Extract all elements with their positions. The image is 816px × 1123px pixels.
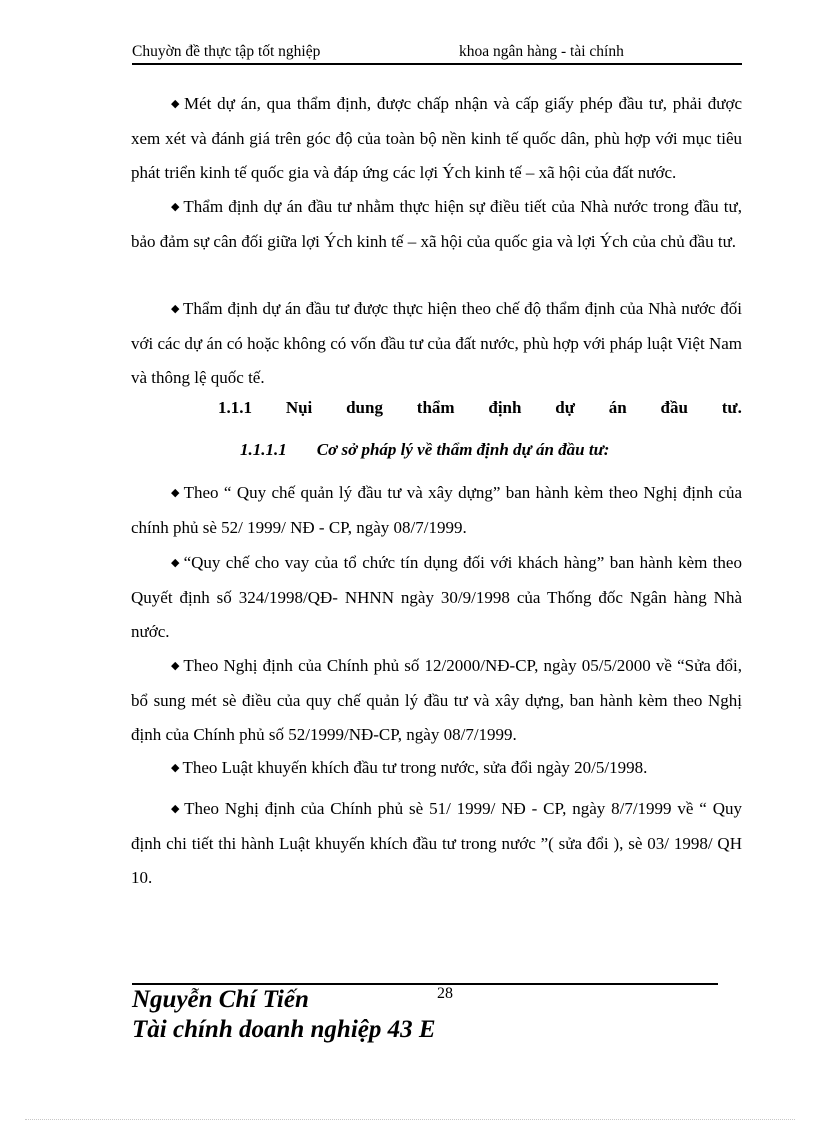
header-left-text: Chuyờn đề thực tập tốt nghiệp: [132, 43, 321, 60]
heading-word: đầu: [660, 398, 688, 417]
paragraph-text: Theo Nghị định của Chính phủ số 12/2000/NĐ-CP, ngày 05/5/2000 về “Sửa đổi, bổ sung mét sè điều của quy chế quản lý đầu tư và xây dựng, ban hành kèm theo Nghị định của Chính phủ số 52/1999/NĐ-CP, ngày 08/7/1999.: [131, 656, 742, 744]
bullet-icon: ◆: [171, 487, 181, 499]
paragraph-text: Theo Luật khuyến khích đầu tư trong nước, sửa đổi ngày 20/5/1998.: [182, 758, 648, 777]
page-header: [132, 40, 742, 64]
paragraph-text: Mét dự án, qua thẩm định, được chấp nhận và cấp giấy phép đầu tư, phải được xem xét và đánh giá trên góc độ của toàn bộ nền kinh tế quốc dân, phù hợp với mục tiêu phát triển kinh tế quốc gia và đáp ứng các lợi Ých kinh tế – xã hội của đất nước.: [131, 94, 742, 182]
page-bottom-dotted-line: [25, 1119, 795, 1120]
bullet-icon: ◆: [171, 201, 181, 213]
paragraph-1: [131, 87, 742, 191]
header-right-text: khoa ngân hàng - tài chính: [459, 43, 624, 60]
subsection-title: Cơ sở pháp lý về thẩm định dự án đầu tư:: [316, 440, 610, 459]
heading-word: dự: [555, 398, 575, 417]
paragraph-text: Thẩm định dự án đầu tư được thực hiện theo chế độ thẩm định của Nhà nước đối với các dự án có hoặc không có vốn đầu tư của đất nước, phù hợp với pháp luật Việt Nam và thông lệ quốc tế.: [131, 299, 742, 387]
paragraph-4: [131, 476, 742, 545]
heading-word: thẩm: [416, 398, 455, 417]
subsection-heading: [240, 440, 609, 460]
paragraph-text: Theo Nghị định của Chính phủ sè 51/ 1999/ NĐ - CP, ngày 8/7/1999 về “ Quy định chi tiết thi hành Luật khuyến khích đầu tư trong nước ”( sửa đổi ), sè 03/ 1998/ QH 10.: [131, 799, 742, 887]
paragraph-8: [131, 792, 742, 896]
paragraph-text: Theo “ Quy chế quản lý đầu tư và xây dựng” ban hành kèm theo Nghị định của chính phủ sè 52/ 1999/ NĐ - CP, ngày 08/7/1999.: [131, 483, 742, 537]
author-class: Tài chính doanh nghiệp 43 E: [132, 1016, 436, 1043]
author-name: Nguyễn Chí Tiến: [132, 986, 309, 1013]
paragraph-2: [131, 190, 742, 259]
bullet-icon: ◆: [171, 557, 181, 569]
paragraph-5: [131, 546, 742, 650]
section-heading: [218, 398, 742, 418]
bullet-icon: ◆: [171, 660, 181, 672]
page-number: 28: [437, 985, 453, 1002]
paragraph-text: Thẩm định dự án đầu tư nhằm thực hiện sự điều tiết của Nhà nước trong đầu tư, bảo đảm sự cân đối giữa lợi Ých kinh tế – xã hội của quốc gia và lợi Ých của chủ đầu tư.: [131, 197, 742, 251]
header-rule: [132, 63, 742, 65]
paragraph-3: [131, 292, 742, 396]
heading-word: Nụi: [285, 398, 313, 417]
bullet-icon: ◆: [171, 803, 182, 815]
paragraph-7: [131, 751, 742, 786]
heading-word: án: [608, 398, 627, 417]
heading-word: định: [488, 398, 522, 417]
section-number: 1.1.1: [218, 398, 252, 417]
bullet-icon: ◆: [171, 762, 180, 774]
bullet-icon: ◆: [171, 98, 181, 110]
paragraph-text: “Quy chế cho vay của tổ chức tín dụng đối với khách hàng” ban hành kèm theo Quyết định số 324/1998/QĐ- NHNN ngày 30/9/1998 của Thống đốc Ngân hàng Nhà nước.: [131, 553, 742, 641]
subsection-number: 1.1.1.1: [240, 440, 287, 459]
bullet-icon: ◆: [171, 303, 180, 315]
heading-word: dung: [346, 398, 383, 417]
heading-word: tư.: [721, 398, 742, 417]
paragraph-6: [131, 649, 742, 753]
footer-author-block: [132, 985, 436, 1045]
